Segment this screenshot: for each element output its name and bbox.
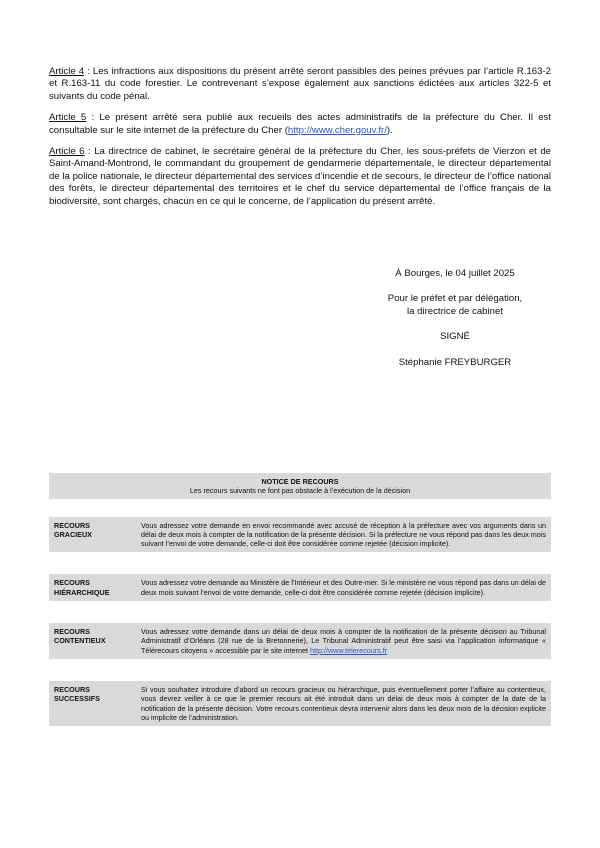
- articles-section: [49, 66, 551, 217]
- notice-subtitle: Les recours suivants ne font pas obstacle à l’exécution de la décision: [189, 486, 411, 496]
- recours-text: Si vous souhaitez introduire d’abord un recours gracieux ou hiérarchique, puis éventuellement porter l’affaire au contentieux, vous devrez veiller à ce que le premier recours ait été introduit dans un délai de deux mois à compter de la date de la notification de la présente décision. Votre recours contentieux devra intervenir alors dans les deux mois de la décision explicite ou implicite de l’administration.: [141, 684, 546, 722]
- article-4: [49, 66, 551, 103]
- recours-label-line2: GRACIEUX: [54, 529, 92, 539]
- article-6: [49, 146, 551, 208]
- article-5-after: ).: [386, 124, 393, 136]
- recours-label-line2: CONTENTIEUX: [54, 636, 106, 646]
- recours-gracieux: [49, 517, 551, 553]
- recours-successifs: [49, 681, 551, 726]
- recours-contentieux: [49, 623, 551, 659]
- recours-contentieux-body: Vous adressez votre demande dans un délai de deux mois à compter de la notification de la présente décision au Tribunal Administratif d’Orléans (28 rue de la Bretonnerie), Le Tribunal Administratif peut être saisi via l’application informatique « Télérecours citoyens » accessible par le site internet: [141, 627, 546, 655]
- recours-label-line1: RECOURS: [54, 627, 90, 637]
- article-4-text: : Les infractions aux dispositions du présent arrêté seront passibles des peines prévues par l’article R.163-2 et R.163-11 du code forestier. Le contrevenant s’expose également aux sanctions édictées aux articles 322-5 et suivants du code pénal.: [49, 66, 551, 102]
- notice-header: [49, 473, 551, 499]
- recours-label-line2: HIÉRARCHIQUE: [54, 587, 110, 597]
- recours-label: [54, 627, 141, 655]
- article-6-text: : La directrice de cabinet, le secrétaire général de la préfecture du Cher, les sous-préfets de Vierzon et de Saint-Amand-Montrond, le commandant du groupement de gendarmerie départementale, le directeur départemental de la police nationale, le directeur départemental des services d’incendie et de secours, le directeur de l’office national des forêts, le directeur départemental des territoires et le chef du service départemental de l’office français de la biodiversité, sont chargés, chacun en ce qui le concerne, de l’application du présent arrêté.: [49, 146, 552, 207]
- recours-text: Vous adressez votre demande en envoi recommandé avec accusé de réception à la préfecture avec vos arguments dans un délai de deux mois à compter de la notification de la présente décision. Si la préfecture ne vous répond pas dans les deux mois suivant l’envoi de votre demande, celle-ci doit être considérée comme rejetée (décision implicite).: [141, 520, 546, 549]
- signatory-name: Stéphanie FREYBURGER: [398, 356, 512, 368]
- recours-label-line1: RECOURS: [54, 684, 90, 694]
- notice-title: NOTICE DE RECOURS: [261, 477, 339, 486]
- recours-label-line1: RECOURS: [54, 578, 90, 588]
- cher-gouv-link[interactable]: http://www.cher.gouv.fr/: [287, 124, 387, 136]
- recours-text: [141, 627, 546, 655]
- recours-text: Vous adressez votre demande au Ministère de l’Intérieur et des Outre-mer. Si le ministère ne vous répond pas dans un délai de deux mois suivant l’envoi de votre demande, celle-ci doit être considérée comme rejetée (décision implicite).: [141, 578, 546, 597]
- article-6-label: Article 6: [49, 146, 85, 158]
- recours-hierarchique: [49, 574, 551, 601]
- article-5-label: Article 5: [49, 112, 87, 124]
- notice-de-recours: [49, 473, 551, 748]
- telerecours-link[interactable]: http://www.telerecours.fr: [310, 645, 388, 655]
- recours-label: [54, 685, 141, 722]
- signature-block: [340, 268, 570, 369]
- article-5-text: : Le présent arrêté sera publié aux recueils des actes administratifs de la préfecture du Cher. Il est consultable sur le site internet de la préfecture du Cher (: [49, 112, 552, 136]
- recours-label: [54, 521, 141, 549]
- recours-label: [54, 578, 141, 597]
- article-5: [49, 112, 551, 137]
- place-date: À Bourges, le 04 juillet 2025: [395, 268, 515, 279]
- delegation-line-1: Pour le préfet et par délégation,: [387, 293, 523, 305]
- recours-label-line1: RECOURS: [54, 520, 90, 530]
- article-4-label: Article 4: [49, 66, 85, 77]
- recours-label-line2: SUCCESSIFS: [54, 694, 100, 704]
- delegation-line-2: la directrice de cabinet: [407, 305, 503, 317]
- signed-mark: SIGNÉ: [440, 331, 470, 343]
